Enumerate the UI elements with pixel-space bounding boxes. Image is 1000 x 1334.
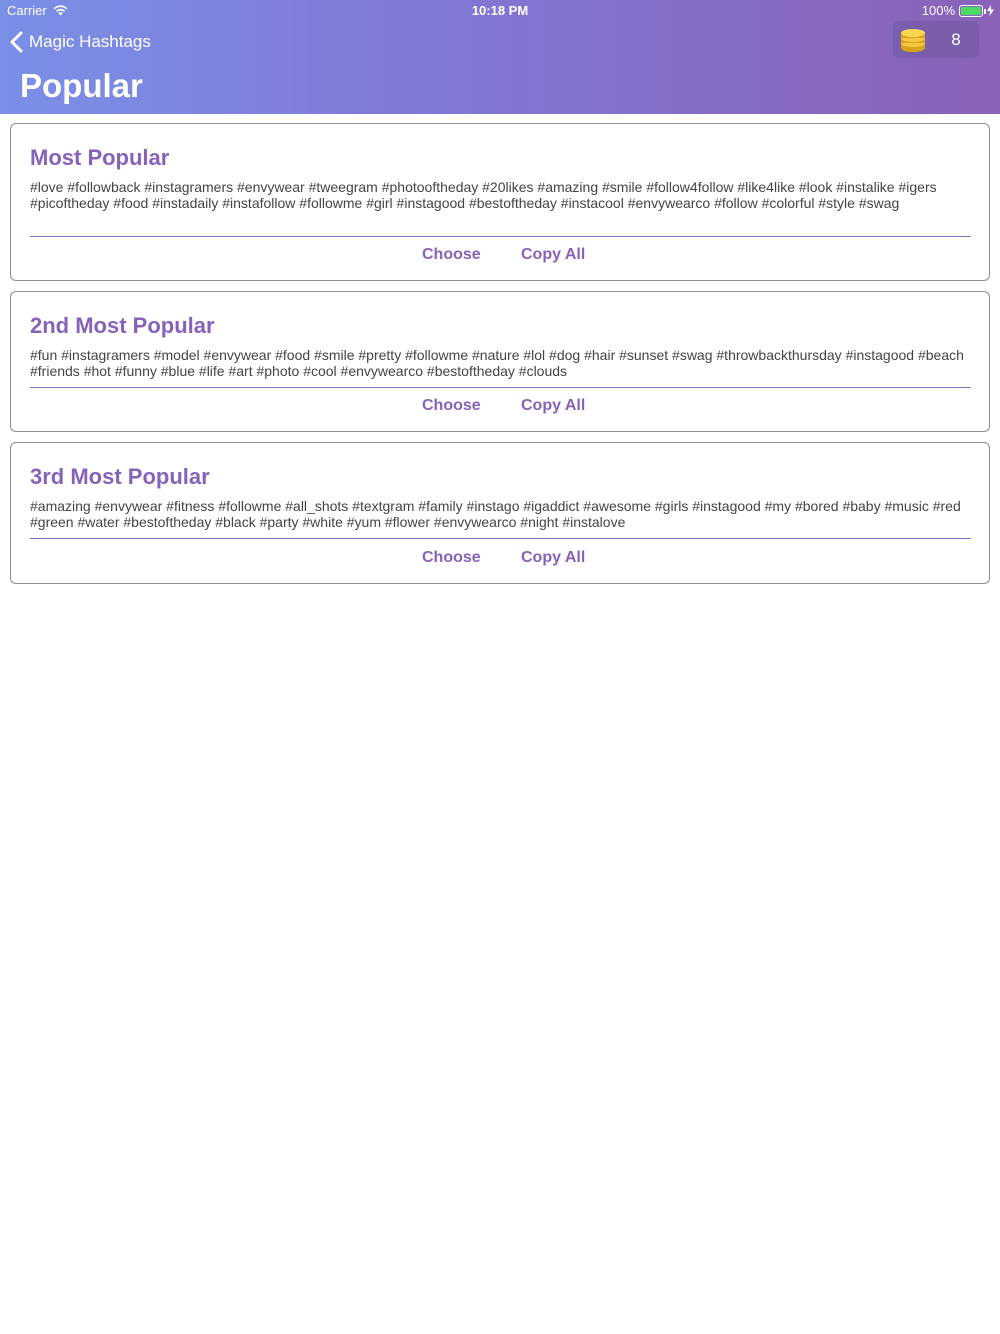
hashtag-card-3rd-most-popular: [10, 442, 990, 584]
choose-button[interactable]: Choose: [422, 397, 481, 414]
card-title: Most Popular: [30, 145, 170, 170]
choose-button[interactable]: Choose: [422, 549, 481, 566]
card-title: 2nd Most Popular: [30, 313, 215, 338]
coins-icon: [899, 27, 927, 53]
carrier-label: Carrier: [7, 3, 47, 18]
hashtag-list: #amazing #envywear #fitness #followme #all_shots #textgram #family #instago #igaddict #awesome #girls #instagood #my #bored #baby #music #red #green #water #bestoftheday #black #party #white #yum #flower #envywearco #night #instalove: [30, 498, 961, 530]
status-time: 10:18 PM: [471, 3, 529, 18]
chevron-left-icon: [10, 31, 23, 53]
hashtag-list: #love #followback #instagramers #envywear #tweegram #photooftheday #20likes #amazing #smile #follow4follow #like4like #look #instalike #igers #picoftheday #food #instadaily #instafollow #followme #girl #instagood #bestoftheday #instacool #envywearco #follow #colorful #style #swag: [30, 179, 937, 211]
page-title: Popular: [20, 67, 143, 104]
hashtag-card-2nd-most-popular: [10, 291, 990, 432]
copy-all-button[interactable]: Copy All: [521, 549, 586, 566]
copy-all-button[interactable]: Copy All: [521, 397, 586, 414]
charging-bolt-icon: [987, 5, 994, 16]
back-button[interactable]: [10, 28, 151, 56]
card-divider: [30, 538, 971, 539]
status-bar: [0, 0, 1000, 20]
back-button-label: Magic Hashtags: [29, 32, 151, 51]
battery-status: [922, 3, 994, 18]
battery-percent: 100%: [921, 3, 955, 18]
coin-count: 8: [951, 30, 961, 49]
card-divider: [30, 387, 971, 388]
choose-button[interactable]: Choose: [422, 246, 481, 263]
coin-balance-button[interactable]: [893, 21, 979, 58]
hashtag-card-most-popular: [10, 123, 990, 281]
battery-icon: [959, 5, 983, 17]
card-divider: [30, 236, 971, 237]
card-title: 3rd Most Popular: [30, 464, 210, 489]
navigation-header: [0, 0, 1000, 114]
copy-all-button[interactable]: Copy All: [521, 246, 586, 263]
hashtag-list: #fun #instagramers #model #envywear #food #smile #pretty #followme #nature #lol #dog #hair #sunset #swag #throwbackthursday #instagood #beach #friends #hot #funny #blue #life #art #photo #cool #envywearco #bestoftheday #clouds: [30, 347, 964, 379]
